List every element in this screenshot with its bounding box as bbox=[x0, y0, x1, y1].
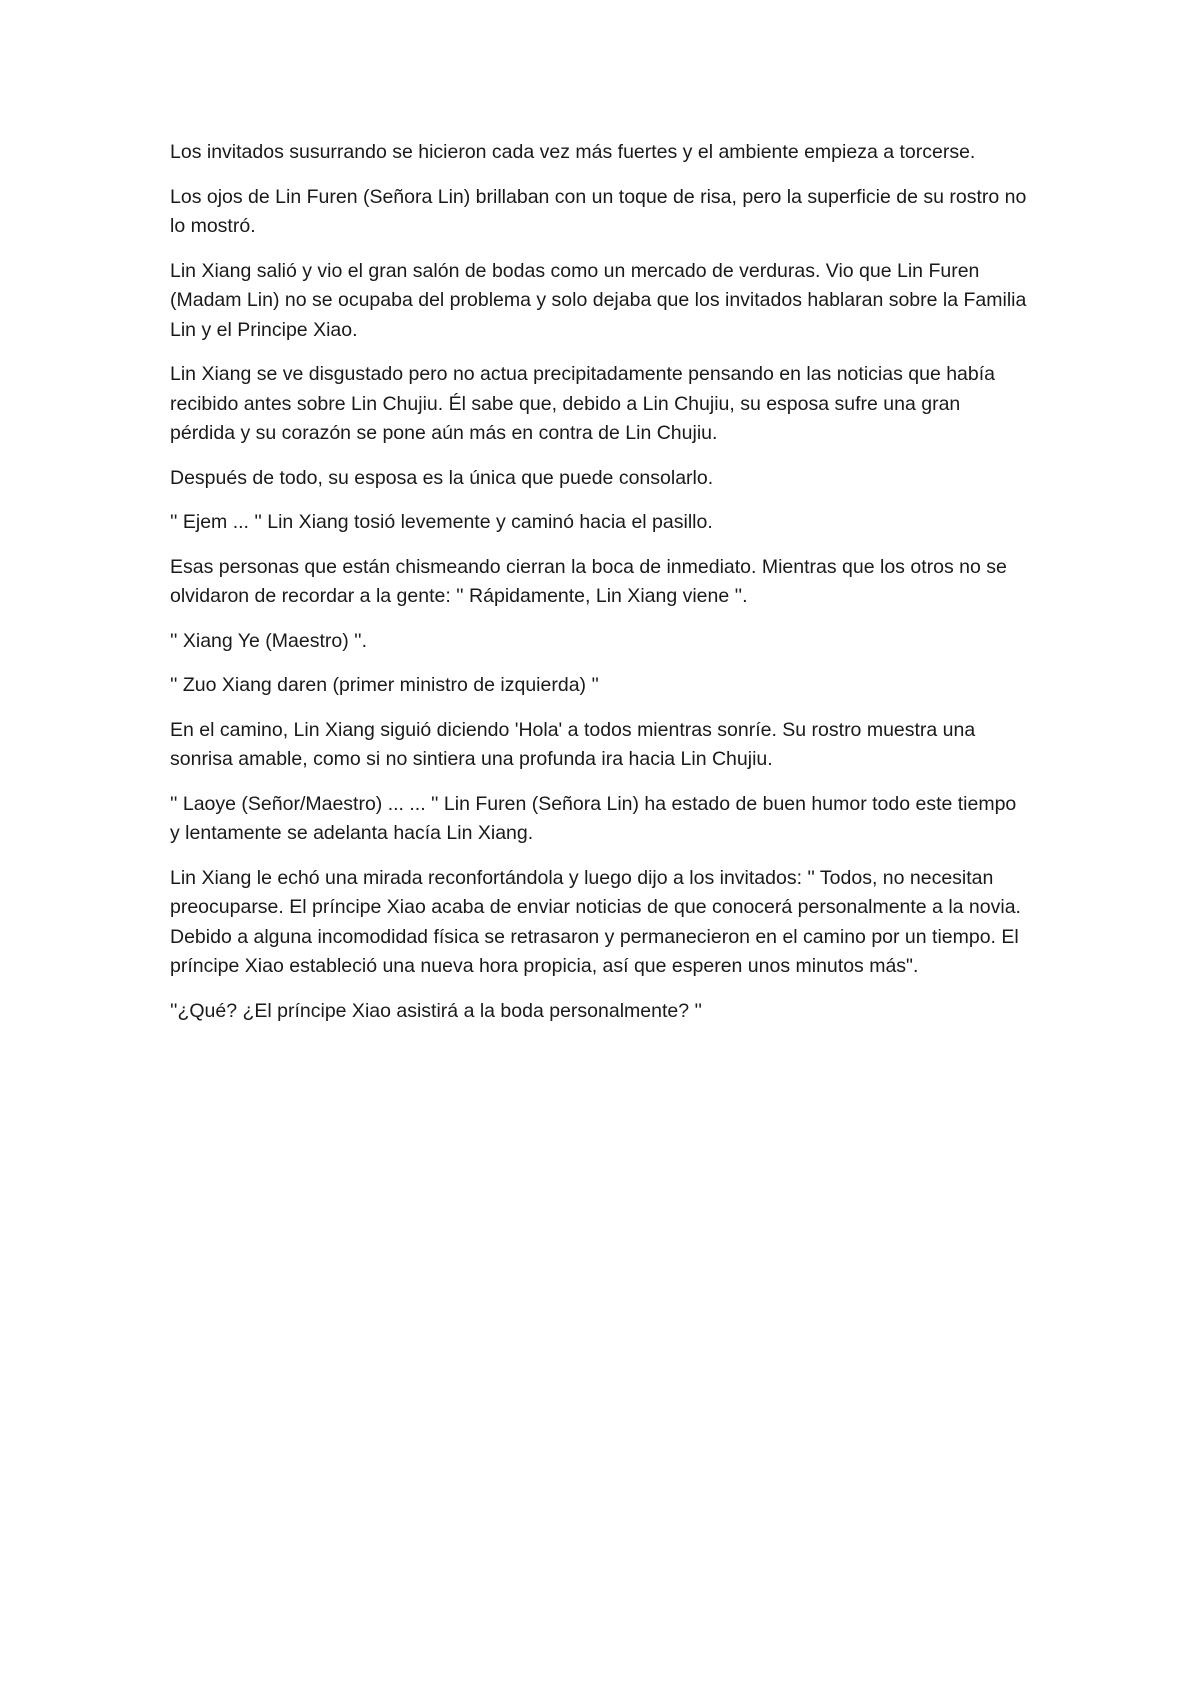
paragraph: Lin Xiang le echó una mirada reconfortándola y luego dijo a los invitados: '' Todos, no necesitan preocuparse. El príncipe Xiao acaba de enviar noticias de que conocerá personalmente a la novia. Debido a alguna incomodidad física se retrasaron y permanecieron en el camino por un tiempo. El príncipe Xiao estableció una nueva hora propicia, así que esperen unos minutos más". bbox=[170, 866, 1021, 977]
paragraph: '' Zuo Xiang daren (primer ministro de izquierda) '' bbox=[170, 674, 599, 696]
paragraph: En el camino, Lin Xiang siguió diciendo 'Hola' a todos mientras sonríe. Su rostro muestra una sonrisa amable, como si no sintiera una profunda ira hacia Lin Chujiu. bbox=[170, 718, 976, 770]
paragraph: Después de todo, su esposa es la única que puede consolarlo. bbox=[170, 466, 714, 489]
document-body bbox=[170, 138, 1030, 1041]
paragraph: '' Xiang Ye (Maestro) ''. bbox=[170, 629, 367, 652]
paragraph: Los ojos de Lin Furen (Señora Lin) brillaban con un toque de risa, pero la superficie de su rostro no lo mostró. bbox=[170, 185, 1027, 237]
paragraph: '' Ejem ... '' Lin Xiang tosió levemente y caminó hacia el pasillo. bbox=[170, 511, 713, 533]
paragraph: Esas personas que están chismeando cierran la boca de inmediato. Mientras que los otros no se olvidaron de recordar a la gente: '' Rápidamente, Lin Xiang viene ''. bbox=[170, 555, 1007, 607]
paragraph: Lin Xiang salió y vio el gran salón de bodas como un mercado de verduras. Vio que Lin Furen (Madam Lin) no se ocupaba del problema y solo dejaba que los invitados hablaran sobre la Familia Lin y el Principe Xiao. bbox=[170, 259, 1027, 341]
paragraph: '' Laoye (Señor/Maestro) ... ... '' Lin Furen (Señora Lin) ha estado de buen humor todo este tiempo y lentamente se adelanta hacía Lin Xiang. bbox=[170, 792, 1017, 844]
paragraph: ''¿Qué? ¿El príncipe Xiao asistirá a la boda personalmente? '' bbox=[170, 999, 702, 1022]
paragraph: Los invitados susurrando se hicieron cada vez más fuertes y el ambiente empieza a torcerse. bbox=[170, 141, 976, 163]
paragraph: Lin Xiang se ve disgustado pero no actua precipitadamente pensando en las noticias que había recibido antes sobre Lin Chujiu. Él sabe que, debido a Lin Chujiu, su esposa sufre una gran pérdida y su corazón se pone aún más en contra de Lin Chujiu. bbox=[170, 363, 995, 444]
